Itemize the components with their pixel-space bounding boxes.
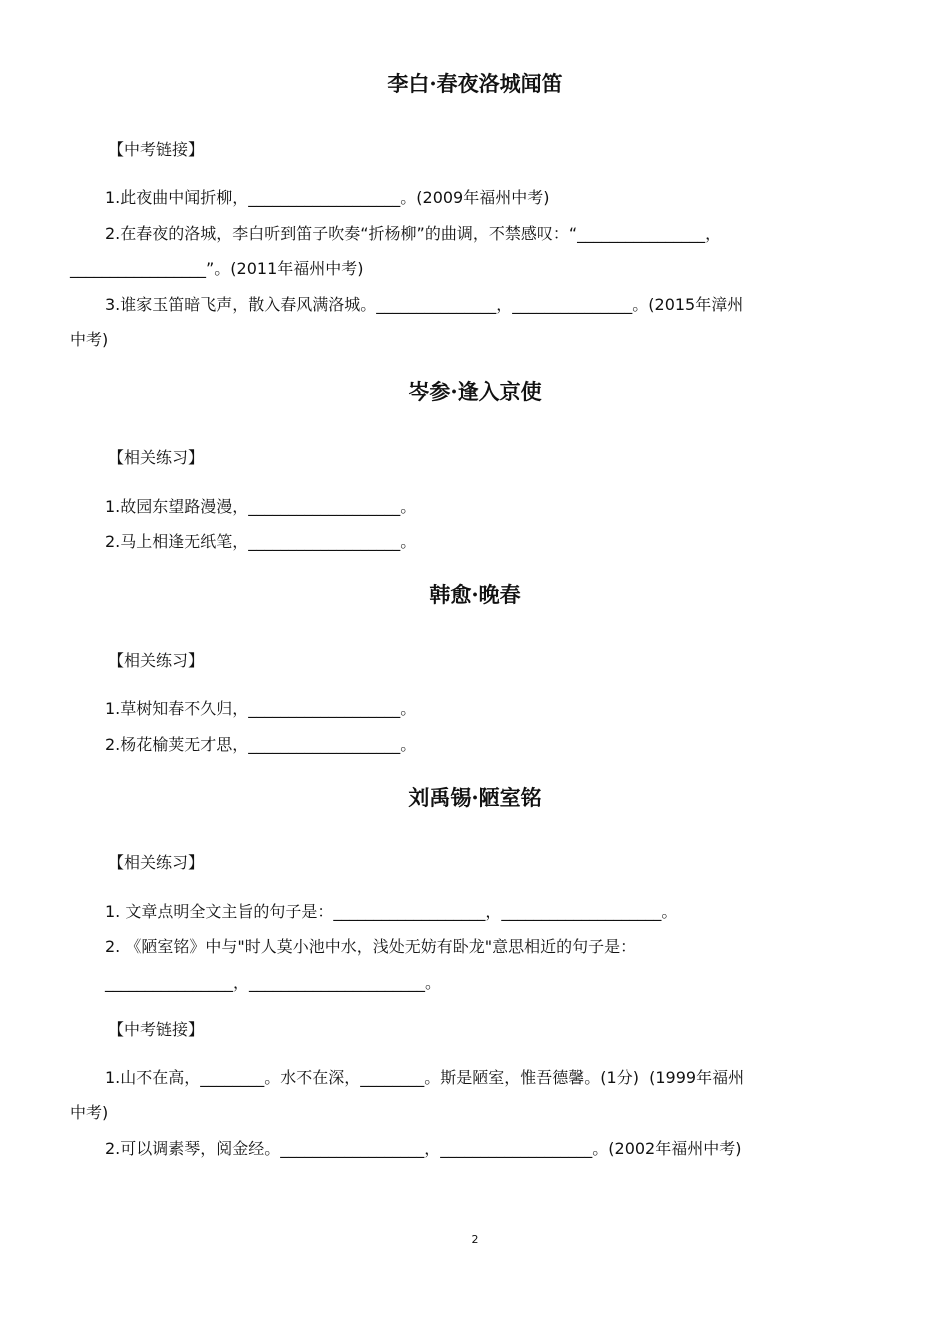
exercise-line: 1.此夜曲中闻折柳，___________________。(2009年福州中考) [105, 188, 550, 207]
exercise-line: 中考) [70, 330, 109, 349]
exercise-line: 1.草树知春不久归，___________________。 [105, 699, 417, 718]
section-tag: 【中考链接】 [108, 1020, 205, 1039]
section-title-han-yu: 韩愈·晚春 [429, 582, 521, 607]
exercise-line: 2.在春夜的洛城，李白听到笛子吹奏“折杨柳”的曲调，不禁感叹：“________________， [105, 224, 722, 243]
section-tag: 【相关练习】 [108, 448, 205, 467]
exercise-line: 1.山不在高，________。水不在深，________。斯是陋室，惟吾德馨。(1分) (1999年福州 [105, 1068, 745, 1087]
exercise-line: 2.杨花榆荚无才思，___________________。 [105, 735, 417, 754]
exercise-line: ________________，______________________。 [105, 973, 442, 992]
exercise-line: 2. 《陋室铭》中与"时人莫小池中水，浅处无妨有卧龙"意思相近的句子是： [105, 937, 637, 956]
section-tag: 【相关练习】 [108, 651, 205, 670]
exercise-line: 中考) [70, 1103, 109, 1122]
page-number: 2 [471, 1233, 479, 1246]
section-title-cen-shen: 岑参·逢入京使 [408, 379, 542, 404]
section-title-liu-yuxi: 刘禹锡·陋室铭 [408, 785, 542, 810]
section-tag: 【相关练习】 [108, 853, 205, 872]
section-tag: 【中考链接】 [108, 140, 205, 159]
exercise-line: 3.谁家玉笛暗飞声，散入春风满洛城。_______________，_______________。(2015年漳州 [105, 295, 744, 314]
exercise-line: 2.可以调素琴，阅金经。__________________，___________________。(2002年福州中考) [105, 1139, 742, 1158]
section-title-li-bai: 李白·春夜洛城闻笛 [387, 71, 563, 96]
exercise-line: _________________”。(2011年福州中考) [70, 259, 364, 278]
exercise-line: 1. 文章点明全文主旨的句子是：___________________，____________________。 [105, 902, 678, 921]
exercise-line: 2.马上相逢无纸笔，___________________。 [105, 532, 417, 551]
exercise-line: 1.故园东望路漫漫，___________________。 [105, 497, 417, 516]
